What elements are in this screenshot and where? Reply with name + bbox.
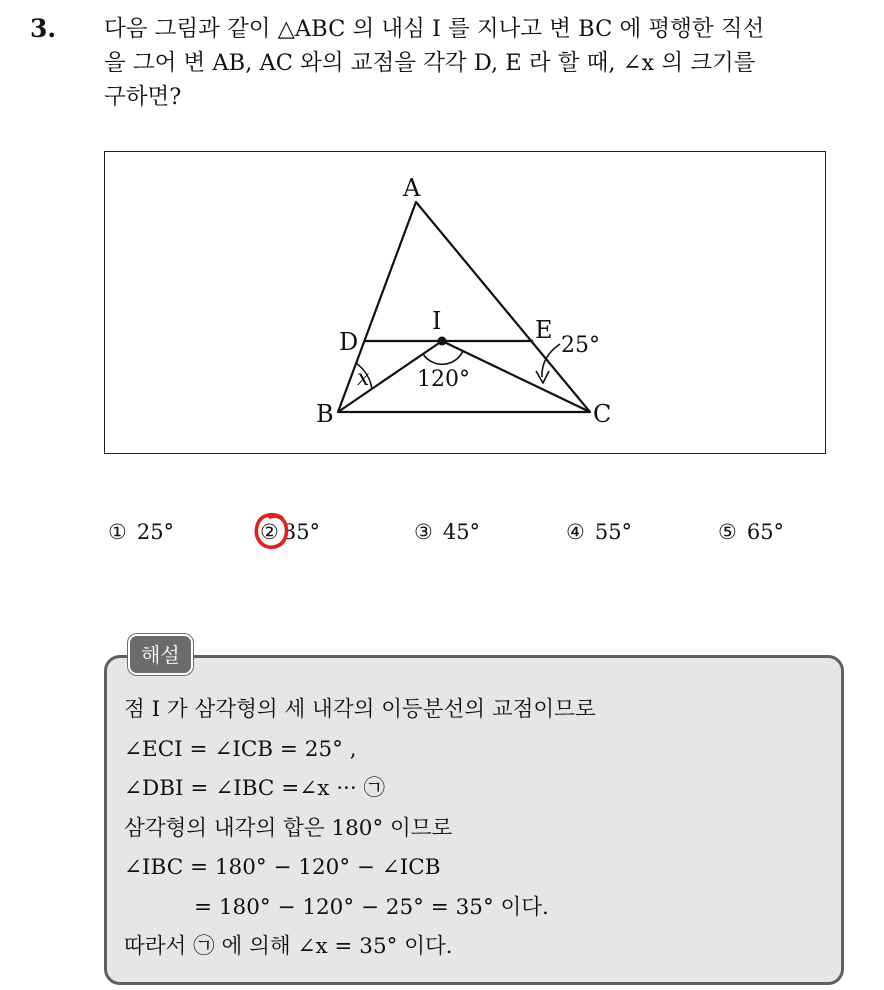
choice-5[interactable] [718, 520, 784, 544]
solution-line: 따라서 ㉠ 에 의해 ∠x = 35° 이다. [124, 934, 453, 959]
question-text [104, 12, 864, 114]
choice-3[interactable] [414, 520, 480, 544]
selected-answer-circle-icon [252, 509, 292, 553]
choice-number: ④ [566, 520, 585, 544]
choice-value: 55° [594, 520, 633, 544]
label-a: A [403, 174, 421, 202]
choice-number: ② [260, 520, 279, 544]
label-angle-25: 25° [561, 333, 600, 358]
incenter-point [438, 337, 447, 346]
figure-box [104, 151, 826, 454]
question-line: 구하면? [104, 84, 182, 110]
choice-number: ⑤ [718, 520, 737, 544]
choice-value: 65° [746, 520, 785, 544]
label-d: D [339, 328, 359, 356]
triangle-diagram [105, 152, 827, 455]
label-i: I [432, 307, 442, 335]
question-line: 다음 그림과 같이 △ABC 의 내심 I 를 지나고 변 BC 에 평행한 직선 [104, 16, 765, 42]
label-b: B [316, 400, 334, 428]
solution-line: 삼각형의 내각의 합은 180° 이므로 [124, 815, 453, 841]
solution-line: ∠IBC = 180° − 120° − ∠ICB [124, 855, 441, 880]
solution-text [124, 690, 834, 967]
label-e: E [535, 316, 553, 344]
choice-1[interactable] [108, 520, 174, 544]
solution-line: 점 I 가 삼각형의 세 내각의 이등분선의 교점이므로 [124, 697, 596, 722]
solution-tab: 해설 [128, 634, 193, 675]
solution-line: ∠DBI = ∠IBC =∠x ··· ㉠ [124, 776, 386, 801]
choice-number: ① [108, 520, 127, 544]
solution-line: = 180° − 120° − 25° = 35° 이다. [194, 894, 549, 920]
choice-number: ③ [414, 520, 433, 544]
label-angle-120: 120° [417, 367, 470, 392]
label-angle-x: x [357, 366, 370, 391]
choice-value: 45° [442, 520, 481, 544]
question-number: 3. [30, 14, 57, 43]
label-c: C [593, 400, 612, 428]
solution-line: ∠ECI = ∠ICB = 25° , [124, 736, 357, 762]
answer-choices [0, 520, 884, 554]
choice-4[interactable] [566, 520, 632, 544]
question-line: 을 그어 변 AB, AC 와의 교점을 각각 D, E 라 할 때, ∠x 의 크기를 [104, 50, 756, 76]
angle-arc-i [423, 351, 463, 364]
choice-value: 35° [282, 520, 321, 544]
choice-value: 25° [136, 520, 175, 544]
